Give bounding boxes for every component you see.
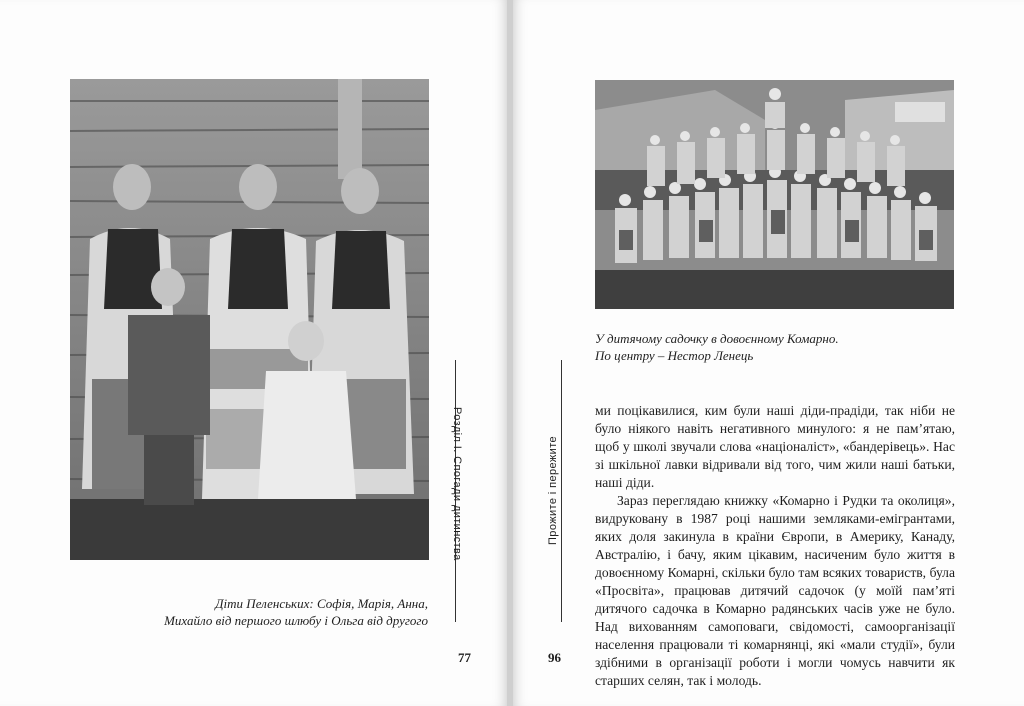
left-photo-caption [150,595,428,629]
caption-line: По центру – Нестор Ленець [595,348,754,363]
right-photo-caption [595,330,915,364]
body-paragraph: ми поцікавилися, ким були наші діди-прадіди, так ніби не було ніякого навіть негативного минулого: я не пам’ятаю, щоб у школі звучали слова «націоналіст», «бандерівець». Нас зі шкільної лавки відривали від того, чим жили наші батьки, наші діди. [595,403,955,490]
body-paragraph: Зараз переглядаю книжку «Комарно і Рудки та околиця», видруковану в 1987 році нашими земляками-емігрантами, яких доля закинула в країни Європи, в Америку, Канаду, Австралію, і бачу, яким цікавим, насиченим було життя в довоєнному Комарні, скільки було там всяких товариств, була «Просвіта», працював дитячий садочок (у моїй пам’яті дитячого садочка в Комарно радянських часів уже не було. Над вихованням самоповаги, свідомості, самоорганізації населення працювали ті комарнянці, які «мали студії», були здібними в організації роботи і могли чомусь навчити як старших селян, так і молодь. [595,493,955,688]
family-portrait-photo [70,79,429,560]
left-page-number: 77 [458,650,471,665]
right-running-head-rule [561,360,562,622]
caption-line: У дитячому садочку в довоєнному Комарно. [595,331,839,346]
caption-line: Михайло від першого шлюбу і Ольга від другого [164,613,428,628]
right-page [513,0,1024,706]
right-page-number: 96 [548,650,561,665]
left-page [0,0,507,706]
right-running-head: Прожите і пережите [547,435,559,545]
body-text [595,402,955,690]
left-running-head: Розділ І. Спогади дитинства [451,407,463,561]
kindergarten-group-photo-icon [595,80,954,309]
kindergarten-group-photo [595,80,954,309]
caption-line: Діти Пеленських: Софія, Марія, Анна, [215,596,428,611]
family-portrait-photo-icon [70,79,429,560]
